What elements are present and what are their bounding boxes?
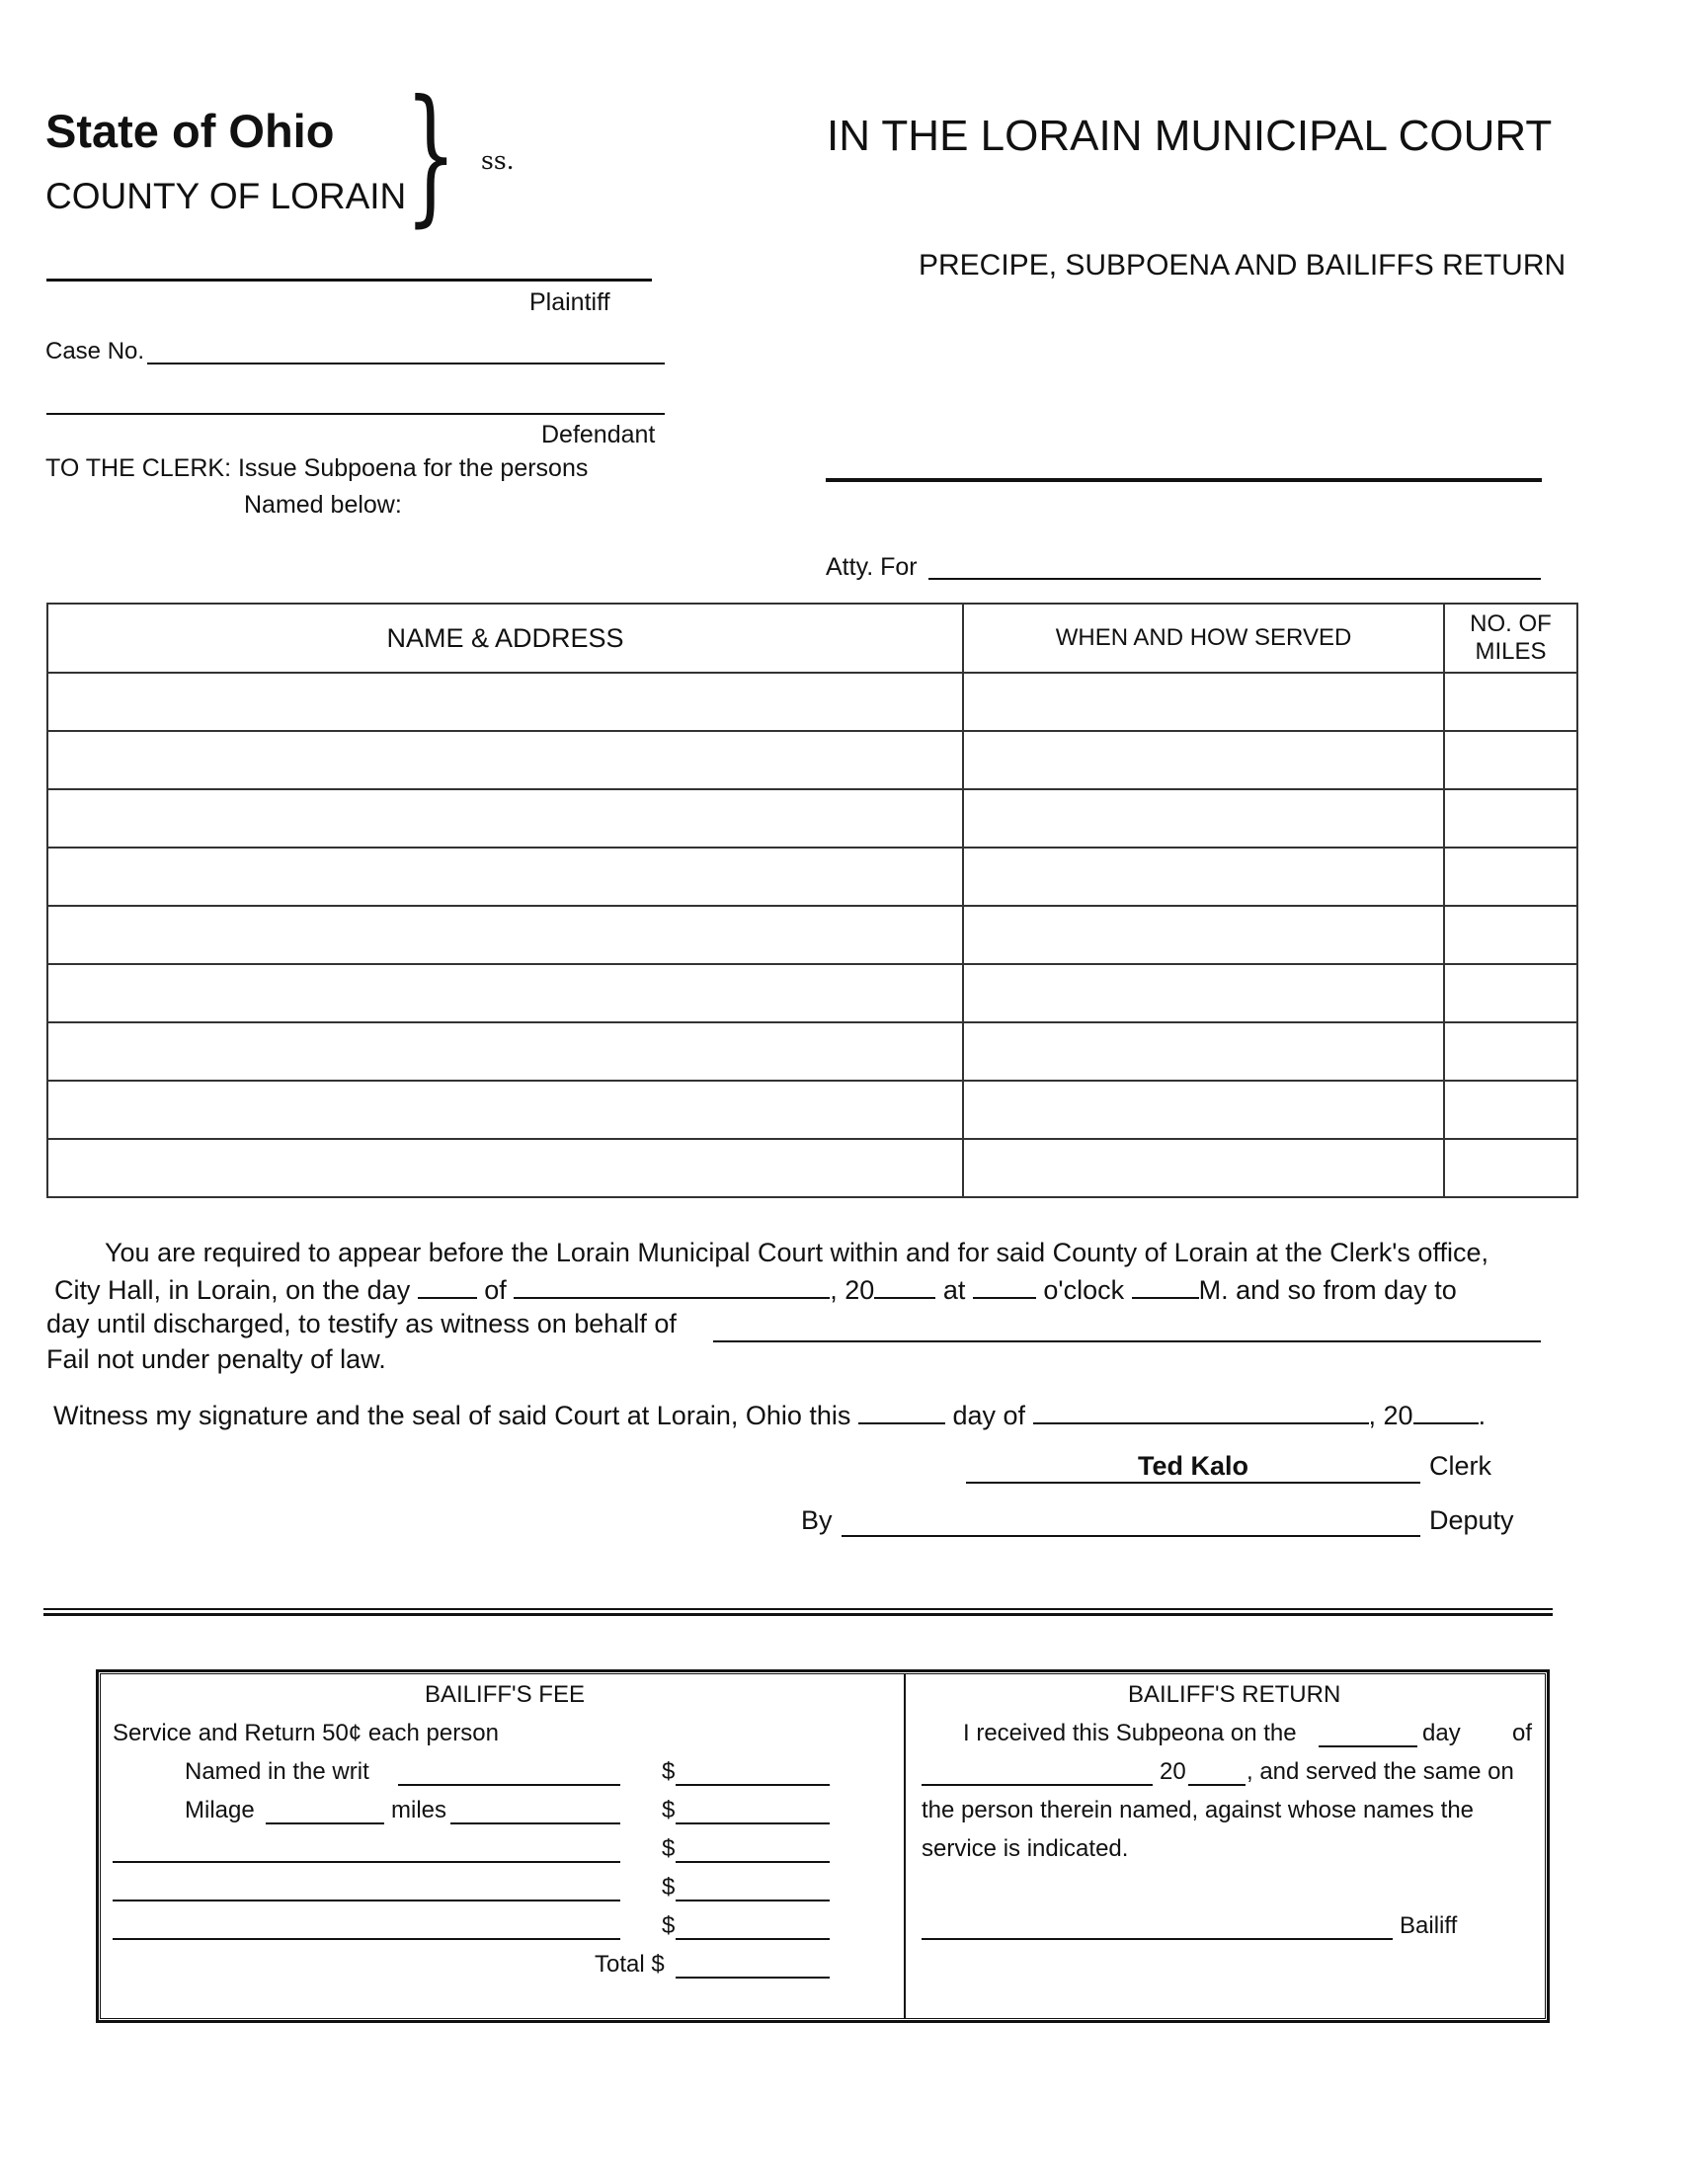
clerk-label: Clerk [1429,1451,1492,1481]
dollar-sign: $ [662,1797,676,1823]
table-row [47,731,1577,789]
bailiff-signature-line[interactable] [922,1938,1393,1940]
name-address-cell[interactable] [47,1022,963,1081]
table-row [47,848,1577,906]
clerk-name: Ted Kalo [1138,1451,1249,1481]
subpoena-line-3: day until discharged, to testify as witness on behalf of [46,1309,677,1338]
section-rule-bottom [43,1613,1553,1616]
bailiff-box-divider [904,1673,906,2019]
bailiff-fee-title: BAILIFF'S FEE [425,1681,585,1708]
table-header-row [47,604,1577,673]
return-text-3: the person therein named, against whose names the [922,1797,1475,1823]
attorney-signature-line[interactable] [826,478,1542,482]
appear-day-field[interactable] [418,1273,477,1299]
witness-month-field[interactable] [1033,1399,1369,1424]
miles-cell[interactable] [1444,964,1577,1022]
witness-text: Witness my signature and the seal of said Court at Lorain, Ohio this [53,1401,851,1430]
plaintiff-line[interactable] [46,279,652,282]
miles-cell[interactable] [1444,1081,1577,1139]
case-no-field[interactable] [147,363,665,364]
received-text: I received this Subpeona on the [963,1720,1297,1746]
case-no-label: Case No. [45,338,145,364]
clerk-instruction: TO THE CLERK: Issue Subpoena for the persons [45,454,589,482]
table-row [47,964,1577,1022]
subpoena-line-1: You are required to appear before the Lorain Municipal Court within and for said County of Lorain at the Clerk's office, [105,1238,1488,1267]
name-address-cell[interactable] [47,848,963,906]
court-title: IN THE LORAIN MUNICIPAL COURT [827,112,1553,160]
clerk-signature-line[interactable] [966,1482,1420,1484]
appear-ampm-field[interactable] [1132,1273,1199,1299]
name-address-cell[interactable] [47,1081,963,1139]
on-behalf-of-field[interactable] [713,1340,1541,1342]
appear-hour-field[interactable] [973,1273,1036,1299]
clerk-instruction-cont: Named below: [244,491,402,519]
witness-day-field[interactable] [858,1399,945,1424]
subpoena-day-label: City Hall, in Lorain, on the day [54,1275,411,1305]
total-label: Total $ [595,1951,665,1978]
table-row [47,1081,1577,1139]
table-row [47,673,1577,731]
subpoena-line-2 [54,1273,1457,1306]
miles-cell[interactable] [1444,1139,1577,1197]
fee-description-field[interactable] [113,1861,620,1863]
received-day-label: day [1422,1720,1461,1746]
milage-amount-field[interactable] [676,1822,830,1824]
deputy-label: Deputy [1429,1505,1514,1535]
fee-amount-field[interactable] [676,1861,830,1863]
bailiff-label: Bailiff [1400,1912,1458,1939]
fee-amount-field[interactable] [676,1900,830,1901]
deputy-signature-line[interactable] [842,1535,1420,1537]
brace-glyph: } [405,69,457,241]
received-year-field[interactable] [1188,1784,1246,1786]
appear-month-field[interactable] [514,1273,830,1299]
subpoena-line-4: Fail not under penalty of law. [46,1344,386,1374]
col-when-how-served: WHEN AND HOW SERVED [963,604,1444,673]
received-month-field[interactable] [922,1784,1153,1786]
defendant-label: Defendant [541,421,656,448]
received-year-prefix: 20 [1160,1758,1186,1785]
total-amount-field[interactable] [676,1977,830,1979]
witness-year-field[interactable] [1413,1399,1479,1424]
miles-cell[interactable] [1444,906,1577,964]
dollar-sign: $ [662,1874,676,1901]
miles-cell[interactable] [1444,731,1577,789]
witness-dayof-label: day of [952,1401,1025,1430]
dollar-sign: $ [662,1835,676,1862]
name-address-cell[interactable] [47,789,963,848]
named-in-writ-label: Named in the writ [185,1758,369,1785]
miles-cell[interactable] [1444,1022,1577,1081]
served-cell[interactable] [963,1022,1444,1081]
col-no-of-miles: NO. OF MILES [1444,604,1577,673]
fee-description-field[interactable] [113,1938,620,1940]
served-cell[interactable] [963,673,1444,731]
bailiff-return-title: BAILIFF'S RETURN [1128,1681,1341,1708]
miles-cell[interactable] [1444,789,1577,848]
col-name-address: NAME & ADDRESS [47,604,963,673]
subpoena-year-label: , 20 [830,1275,875,1305]
table-row [47,789,1577,848]
subpoena-day-to-day-label: M. and so from day to [1198,1275,1457,1305]
served-cell[interactable] [963,731,1444,789]
name-address-cell[interactable] [47,731,963,789]
table-row [47,1139,1577,1197]
subpoena-of-label: of [484,1275,507,1305]
name-address-cell[interactable] [47,673,963,731]
service-return-label: Service and Return 50¢ each person [113,1720,499,1746]
appear-year-field[interactable] [874,1273,935,1299]
atty-for-field[interactable] [928,578,1541,580]
served-cell[interactable] [963,789,1444,848]
witness-period: . [1478,1401,1487,1430]
table-row [47,906,1577,964]
miles-cell[interactable] [1444,673,1577,731]
name-address-cell[interactable] [47,906,963,964]
served-cell[interactable] [963,964,1444,1022]
return-text-4: service is indicated. [922,1835,1129,1862]
miles-field[interactable] [450,1822,620,1824]
miles-cell[interactable] [1444,848,1577,906]
named-in-writ-field[interactable] [398,1784,620,1786]
served-text: , and served the same on [1246,1758,1514,1785]
dollar-sign: $ [662,1758,676,1785]
persons-table [46,603,1578,1198]
name-address-cell[interactable] [47,1139,963,1197]
milage-label: Milage [185,1797,255,1823]
defendant-line[interactable] [46,413,665,415]
atty-for-label: Atty. For [826,553,918,581]
subpoena-at-label: at [942,1275,966,1305]
witness-year-label: , 20 [1368,1401,1413,1430]
name-address-cell[interactable] [47,964,963,1022]
table-row [47,1022,1577,1081]
ss-label: ss. [481,146,515,175]
section-rule-top [43,1608,1553,1610]
subpoena-oclock-label: o'clock [1043,1275,1125,1305]
fee-description-field[interactable] [113,1900,620,1901]
fee-amount-field[interactable] [676,1938,830,1940]
served-cell[interactable] [963,906,1444,964]
served-cell[interactable] [963,1139,1444,1197]
plaintiff-label: Plaintiff [529,288,610,316]
document-title: PRECIPE, SUBPOENA AND BAILIFFS RETURN [919,249,1567,282]
county-label: COUNTY OF LORAIN [45,176,407,216]
milage-count-field[interactable] [266,1822,384,1824]
received-day-field[interactable] [1319,1745,1417,1747]
served-cell[interactable] [963,848,1444,906]
served-cell[interactable] [963,1081,1444,1139]
witness-line [53,1399,1486,1431]
by-label: By [801,1505,833,1535]
state-label: State of Ohio [45,105,335,157]
dollar-sign: $ [662,1912,676,1939]
miles-label: miles [391,1797,447,1823]
fee-amount-field[interactable] [676,1784,830,1786]
received-of-label: of [1512,1720,1533,1746]
